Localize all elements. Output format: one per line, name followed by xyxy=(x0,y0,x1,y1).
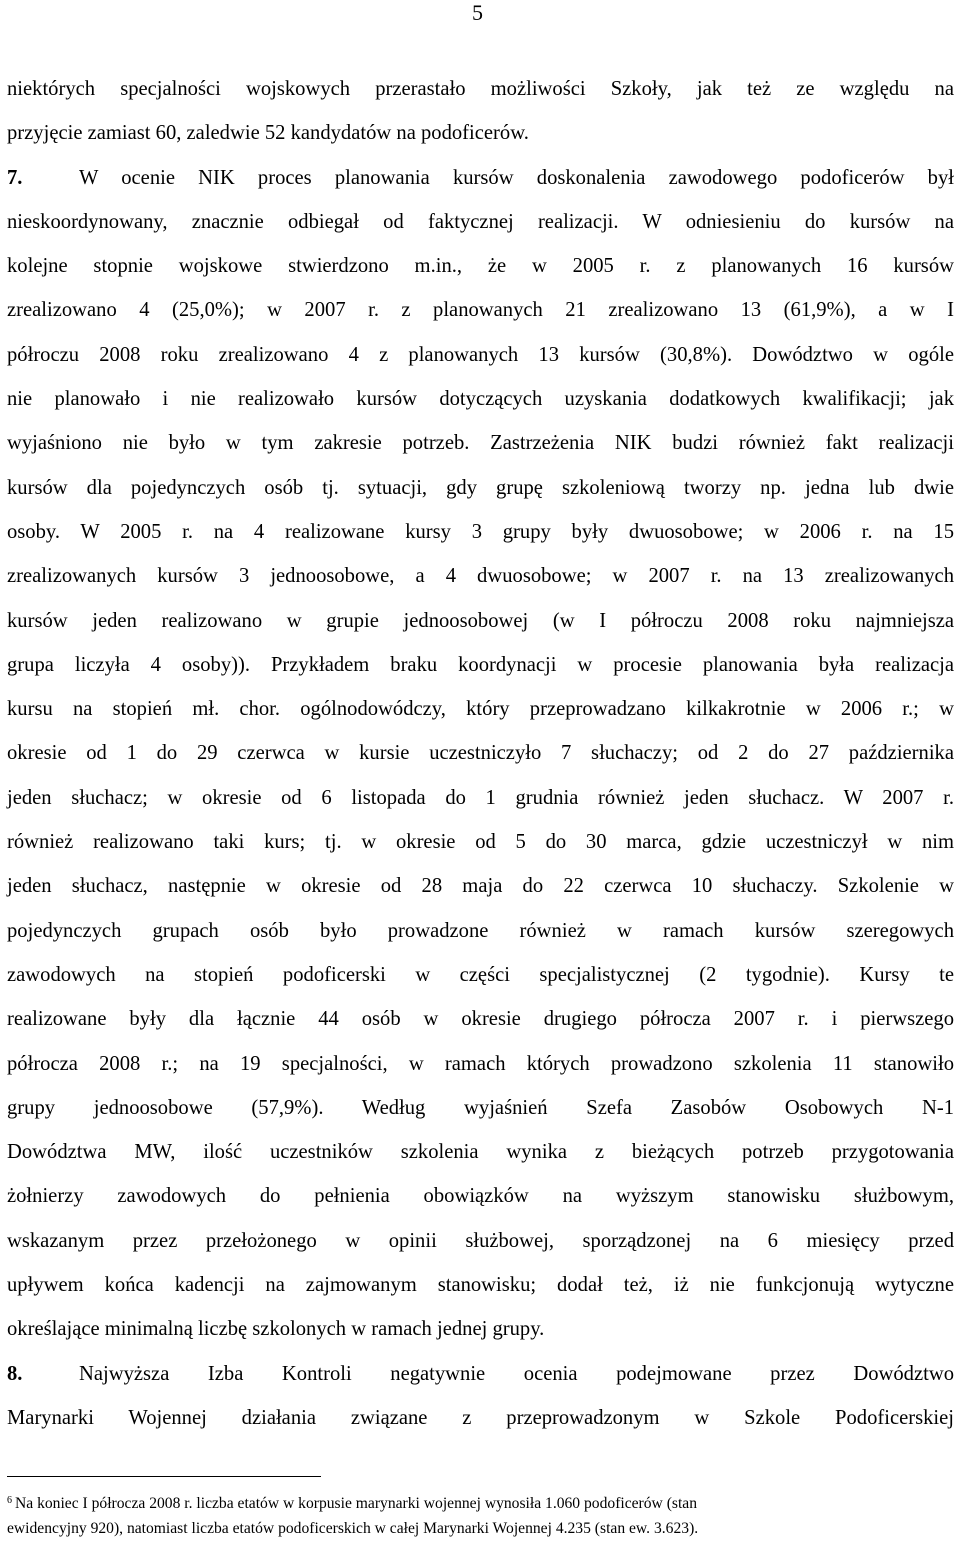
text-line: pojedynczych grupach osób było prowadzone również w ramach kursów szeregowych xyxy=(7,919,954,942)
text-line: Dowództwa MW, ilość uczestników szkolenia wynika z bieżących potrzeb przygotowania xyxy=(7,1141,954,1164)
footnote-separator xyxy=(7,1476,321,1477)
text-line: zrealizowanych kursów 3 jednoosobowe, a 4 dwuosobowe; w 2007 r. na 13 zrealizowanych xyxy=(7,565,954,588)
text-line: osoby. W 2005 r. na 4 realizowane kursy 3 grupy były dwuosobowe; w 2006 r. na 15 xyxy=(7,520,954,543)
text-line: Marynarki Wojennej działania związane z przeprowadzonym w Szkole Podoficerskiej xyxy=(7,1407,954,1430)
text-line: kursu na stopień mł. chor. ogólnodowódczy, który przeprowadzano kilkakrotnie w 2006 r.; w xyxy=(7,698,954,721)
text-line: kolejne stopnie wojskowe stwierdzono m.in., że w 2005 r. z planowanych 16 kursów xyxy=(7,255,954,278)
text-line: nie planowało i nie realizowało kursów dotyczących uzyskania dodatkowych kwalifikacji; jak xyxy=(7,388,954,411)
text-line: półroczu 2008 roku zrealizowano 4 z planowanych 13 kursów (30,8%). Dowództwo w ogóle xyxy=(7,343,954,366)
paragraph-8 xyxy=(7,1352,954,1441)
text-line: wskazanym przez przełożonego w opinii służbowej, sporządzonej na 6 miesięcy przed xyxy=(7,1229,954,1252)
text-line: jeden słuchacz, następnie w okresie od 28 maja do 22 czerwca 10 słuchaczy. Szkolenie w xyxy=(7,875,954,898)
text-line: nieskoordynowany, znacznie odbiegał od faktycznej realizacji. W odniesieniu do kursów na xyxy=(7,210,954,233)
text-line: przyjęcie zamiast 60, zaledwie 52 kandydatów na podoficerów. xyxy=(7,122,529,145)
paragraph-8-first-text: Najwyższa Izba Kontroli negatywnie ocenia podejmowane przez Dowództwo xyxy=(79,1363,954,1385)
text-line: kursów jeden realizowano w grupie jednoosobowej (w I półroczu 2008 roku najmniejsza xyxy=(7,609,954,632)
paragraph-7-first-line xyxy=(7,156,954,200)
paragraph-8-first-line xyxy=(7,1352,954,1396)
text-line: zrealizowano 4 (25,0%); w 2007 r. z planowanych 21 zrealizowano 13 (61,9%), a w I xyxy=(7,299,954,322)
text-line: kursów dla pojedynczych osób tj. sytuacji, gdy grupę szkoleniową tworzy np. jedna lub dwie xyxy=(7,476,954,499)
footnote-text: Na koniec I półrocza 2008 r. liczba etatów w korpusie marynarki wojennej wynosiła 1.060 podoficerów (stan xyxy=(15,1495,698,1512)
text-line: grupy jednoosobowe (57,9%). Według wyjaśnień Szefa Zasobów Osobowych N-1 xyxy=(7,1096,954,1119)
text-line: realizowane były dla łącznie 44 osób w okresie drugiego półrocza 2007 r. i pierwszego xyxy=(7,1008,954,1031)
footnote-marker: 6 xyxy=(7,1495,12,1506)
text-line: niektórych specjalności wojskowych przerastało możliwości Szkoły, jak też ze względu na xyxy=(7,78,954,100)
text-line: grupa liczyła 4 osoby)). Przykładem braku koordynacji w procesie planowania była realizacja xyxy=(7,653,954,676)
footnote-line xyxy=(7,1488,954,1516)
paragraph-7-first-text: W ocenie NIK proces planowania kursów doskonalenia zawodowego podoficerów był xyxy=(79,166,954,189)
text-line: również realizowano taki kurs; tj. w okresie od 5 do 30 marca, gdzie uczestniczył w nim xyxy=(7,831,954,854)
text-line: zawodowych na stopień podoficerski w części specjalistycznej (2 tygodnie). Kursy te xyxy=(7,963,954,986)
text-line: żołnierzy zawodowych do pełnienia obowiązków na wyższym stanowisku służbowym, xyxy=(7,1185,954,1208)
footnote xyxy=(7,1488,954,1541)
paragraph-7-number: 7. xyxy=(7,166,23,189)
text-line: półrocza 2008 r.; na 19 specjalności, w ramach których prowadzono szkolenia 11 stanowiło xyxy=(7,1052,954,1075)
text-line: upływem końca kadencji na zajmowanym stanowisku; dodał też, iż nie funkcjonują wytyczne xyxy=(7,1274,954,1297)
paragraph-8-number: 8. xyxy=(7,1363,23,1385)
main-text xyxy=(7,67,954,1352)
text-line: określające minimalną liczbę szkolonych w ramach jednej grupy. xyxy=(7,1318,545,1341)
text-line: okresie od 1 do 29 czerwca w kursie uczestniczyło 7 słuchaczy; od 2 do 27 października xyxy=(7,742,954,765)
page-number: 5 xyxy=(472,0,483,25)
text-line: jeden słuchacz; w okresie od 6 listopada do 1 grudnia również jeden słuchacz. W 2007 r. xyxy=(7,786,954,809)
footnote-line: ewidencyjny 920), natomiast liczba etatów podoficerskich w całej Marynarki Wojennej 4.235 (stan ew. 3.623). xyxy=(7,1520,699,1537)
text-line: wyjaśniono nie było w tym zakresie potrzeb. Zastrzeżenia NIK budzi również fakt realizacji xyxy=(7,432,954,455)
